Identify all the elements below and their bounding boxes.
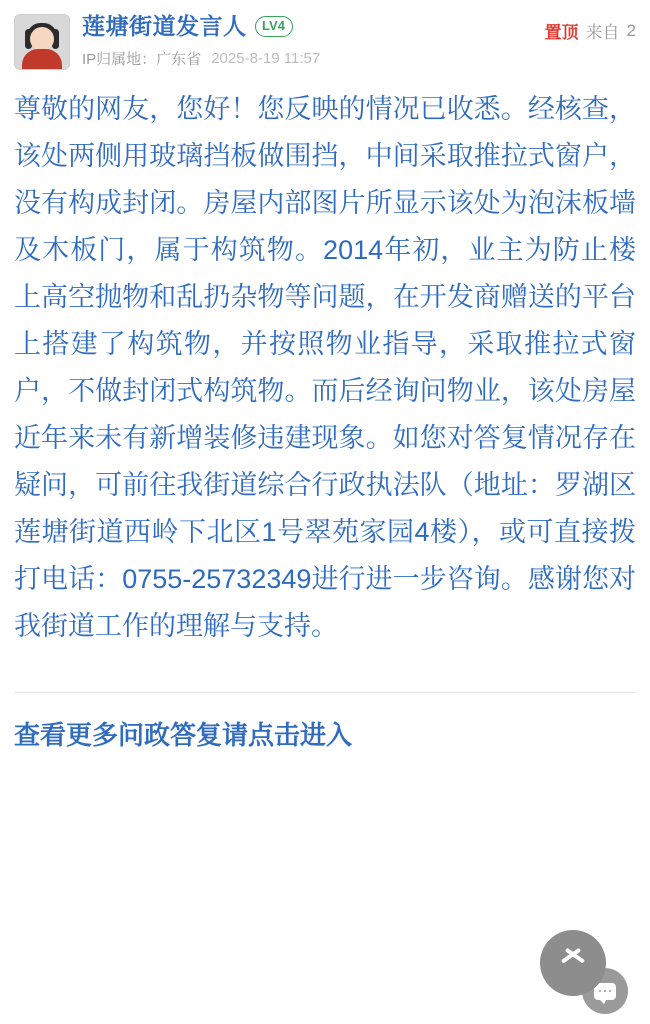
chevron-up-icon	[558, 948, 588, 978]
avatar-body-icon	[22, 49, 62, 69]
post-content-text: 尊敬的网友，您好！您反映的情况已收悉。经核查，该处两侧用玻璃挡板做围挡，中间采取推拉式窗户，没有构成封闭。房屋内部图片所显示该处为泡沫板墙及木板门，属于构筑物。2014年初，业主为防止楼上高空抛物和乱扔杂物等问题，在开发商赠送的平台上搭建了构筑物，并按照物业指导，采取推拉式窗户，不做封闭式构筑物。而后经询问物业，该处房屋近年来未有新增装修违建现象。如您对答复情况存在疑问，可前往我街道综合行政执法队（地址：罗湖区莲塘街道西岭下北区1号翠苑家园4楼），或可直接拨打电话：0755-25732349进行进一步咨询。感谢您对我街道工作的理解与支持。	[14, 94, 636, 641]
post-content	[0, 76, 650, 650]
ip-location	[82, 48, 201, 69]
comment-dot-2-icon	[604, 990, 607, 993]
comment-dot-1-icon	[599, 990, 602, 993]
pinned-badge: 置顶	[544, 23, 579, 42]
author-level-badge: LV4	[255, 16, 293, 37]
source-count: 2	[626, 20, 636, 40]
more-replies-link[interactable]: 查看更多问政答复请点击进入	[14, 720, 353, 750]
author-name[interactable]: 莲塘街道发言人	[82, 13, 247, 39]
post-flags	[545, 18, 636, 43]
post-meta-row	[82, 48, 636, 69]
ip-location-value: 广东省	[156, 51, 202, 69]
source-label: 来自	[585, 23, 620, 42]
avatar[interactable]	[14, 14, 70, 70]
back-to-top-button[interactable]	[540, 930, 606, 996]
post-header	[0, 0, 650, 76]
ip-location-label: IP归属地：	[82, 51, 157, 69]
post-timestamp: 2025-8-19 11:57	[211, 50, 321, 68]
comment-dot-3-icon	[609, 990, 612, 993]
avatar-face-icon	[30, 27, 54, 51]
